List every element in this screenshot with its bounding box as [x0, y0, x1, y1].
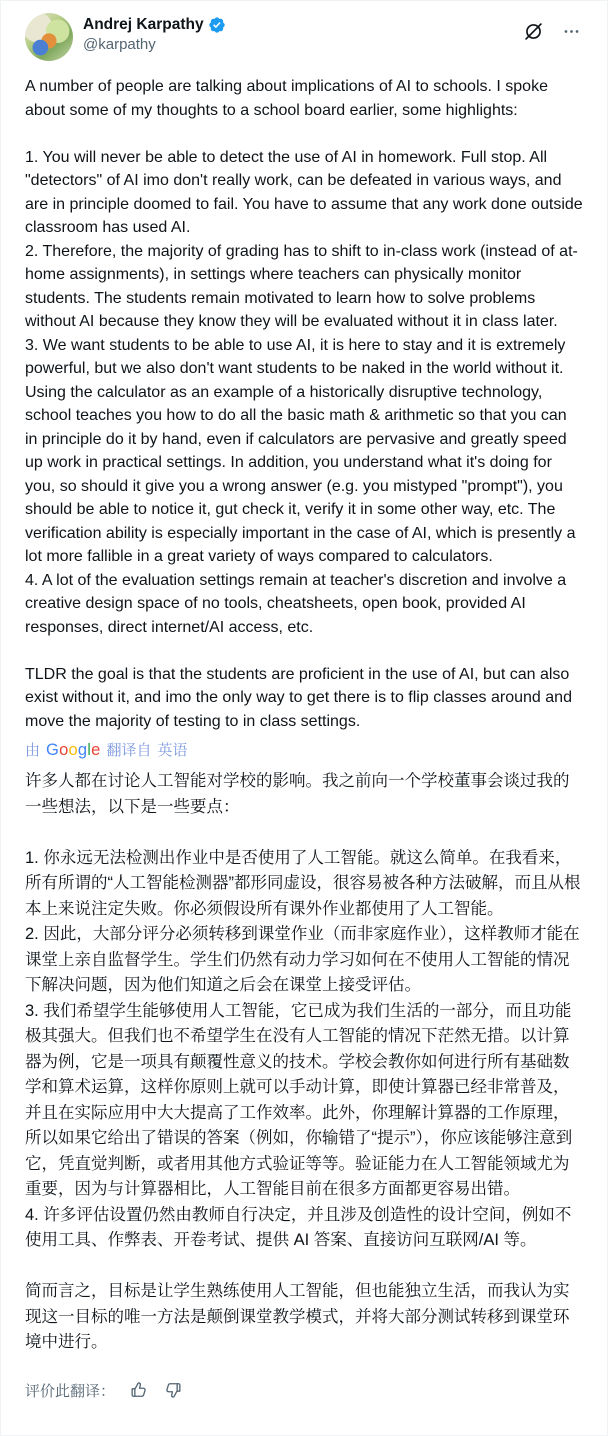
tweet-body — [25, 75, 588, 733]
rate-translation-label: 评价此翻译： — [25, 1382, 116, 1400]
attribution-prefix: 由 — [25, 742, 41, 759]
tweet-item: 2. Therefore, the majority of grading has to shift to in-class work (instead of at-home assignments), in settings where teachers can physically monitor students. The students remain motivated to learn how to solve problems without AI because they know they will be evaluated without it in class later. — [25, 242, 578, 330]
translated-body — [25, 769, 583, 1356]
tweet-item: 3. We want students to be able to use AI, it is here to stay and it is extremely powerful, but we also don't want students to be naked in the world without it. Using the calculator as an example of a historically disruptive technology, school teaches you how to do all the basic math & arithmetic so that you can in principle do it by hand, even if calculators are pervasive and greatly speed up work in practical settings. In addition, you understand what it's doing for you, so should it give you a wrong answer (e.g. you mistyped "prompt"), you should be able to notice it, gut check it, verify it in some other way, etc. The verification ability is especially important in the case of AI, which is presently a lot more fallible in a great variety of ways compared to calculators. — [25, 336, 580, 565]
tweet-tldr: TLDR the goal is that the students are proficient in the use of AI, but can also exist without it, and imo the only way to get there is to flip classes around and move the majority of testing to in class settings. — [25, 665, 577, 730]
verified-icon — [208, 16, 226, 34]
rate-translation-row — [25, 1380, 583, 1401]
tweet-intro: A number of people are talking about implications of AI to schools. I spoke about some of my thoughts to a school board earlier, some highlights: — [25, 78, 553, 119]
author-names — [83, 13, 521, 55]
translated-summary: 简而言之，目标是让学生熟练使用人工智能，但也能独立生活，而我认为实现这一目标的唯一方法是颠倒课堂教学模式，并将大部分测试转移到课堂环境中进行。 — [25, 1282, 570, 1351]
avatar[interactable] — [25, 13, 73, 61]
translated-item: 1. 你永远无法检测出作业中是否使用了人工智能。就这么简单。在我看来，所有所谓的“人工智能检测器”都形同虚设，很容易被各种方法破解，而且从根本上来说注定失败。你必须假设所有课外作业都使用了人工智能。 — [25, 848, 581, 918]
more-menu-icon[interactable] — [560, 20, 583, 43]
attribution-language: 英语 — [157, 742, 188, 759]
grok-icon[interactable] — [521, 19, 546, 44]
thumbs-down-icon[interactable] — [163, 1380, 183, 1400]
translated-intro: 许多人都在讨论人工智能对学校的影响。我之前向一个学校董事会谈过我的一些想法，以下是一些要点： — [25, 772, 570, 816]
translated-item: 2. 因此，大部分评分必须转移到课堂作业（而非家庭作业），这样教师才能在课堂上亲自监督学生。学生们仍然有动力学习如何在不使用人工智能的情况下解决问题，因为他们知道之后会在课堂上接受评估。 — [25, 925, 580, 994]
translated-item: 4. 许多评估设置仍然由教师自行决定，并且涉及创造性的设计空间，例如不使用工具、作弊表、开卷考试、提供 AI 答案、直接访问互联网/AI 等。 — [25, 1205, 572, 1249]
header-actions — [521, 13, 583, 44]
translated-item: 3. 我们希望学生能够使用人工智能，它已成为我们生活的一部分，而且功能极其强大。但我们也不希望学生在没有人工智能的情况下茫然无措。以计算器为例，它是一项具有颠覆性意义的技术。学校会教你如何进行所有基础数学和算术运算，这样你原则上就可以手动计算，即使计算器已经非常普及，并且在实际应用中大大提高了工作效率。此外，你理解计算器的工作原理，所以如果它给出了错误的答案（例如，你输错了“提示”），你应该能够注意到它，凭直觉判断，或者用其他方式验证等等。验证能力在人工智能领域尤为重要，因为与计算器相比，人工智能目前在很多方面都更容易出错。 — [25, 1001, 573, 1198]
tweet-header — [25, 13, 583, 61]
attribution-suffix: 翻译自 — [106, 742, 152, 759]
user-handle[interactable]: @karpathy — [83, 36, 156, 53]
display-name[interactable]: Andrej Karpathy — [83, 16, 204, 33]
translation-attribution — [25, 740, 583, 761]
google-logo[interactable]: Google — [46, 741, 101, 759]
thumbs-up-icon[interactable] — [129, 1380, 149, 1400]
tweet-item: 4. A lot of the evaluation settings remain at teacher's discretion and involve a creative design space of no tools, cheatsheets, open book, provided AI responses, direct internet/AI access, etc. — [25, 571, 571, 636]
tweet-item: 1. You will never be able to detect the use of AI in homework. Full stop. All "detectors" of AI imo don't really work, can be defeated in various ways, and are in principle doomed to fail. You have to assume that any work done outside classroom has used AI. — [25, 148, 588, 236]
